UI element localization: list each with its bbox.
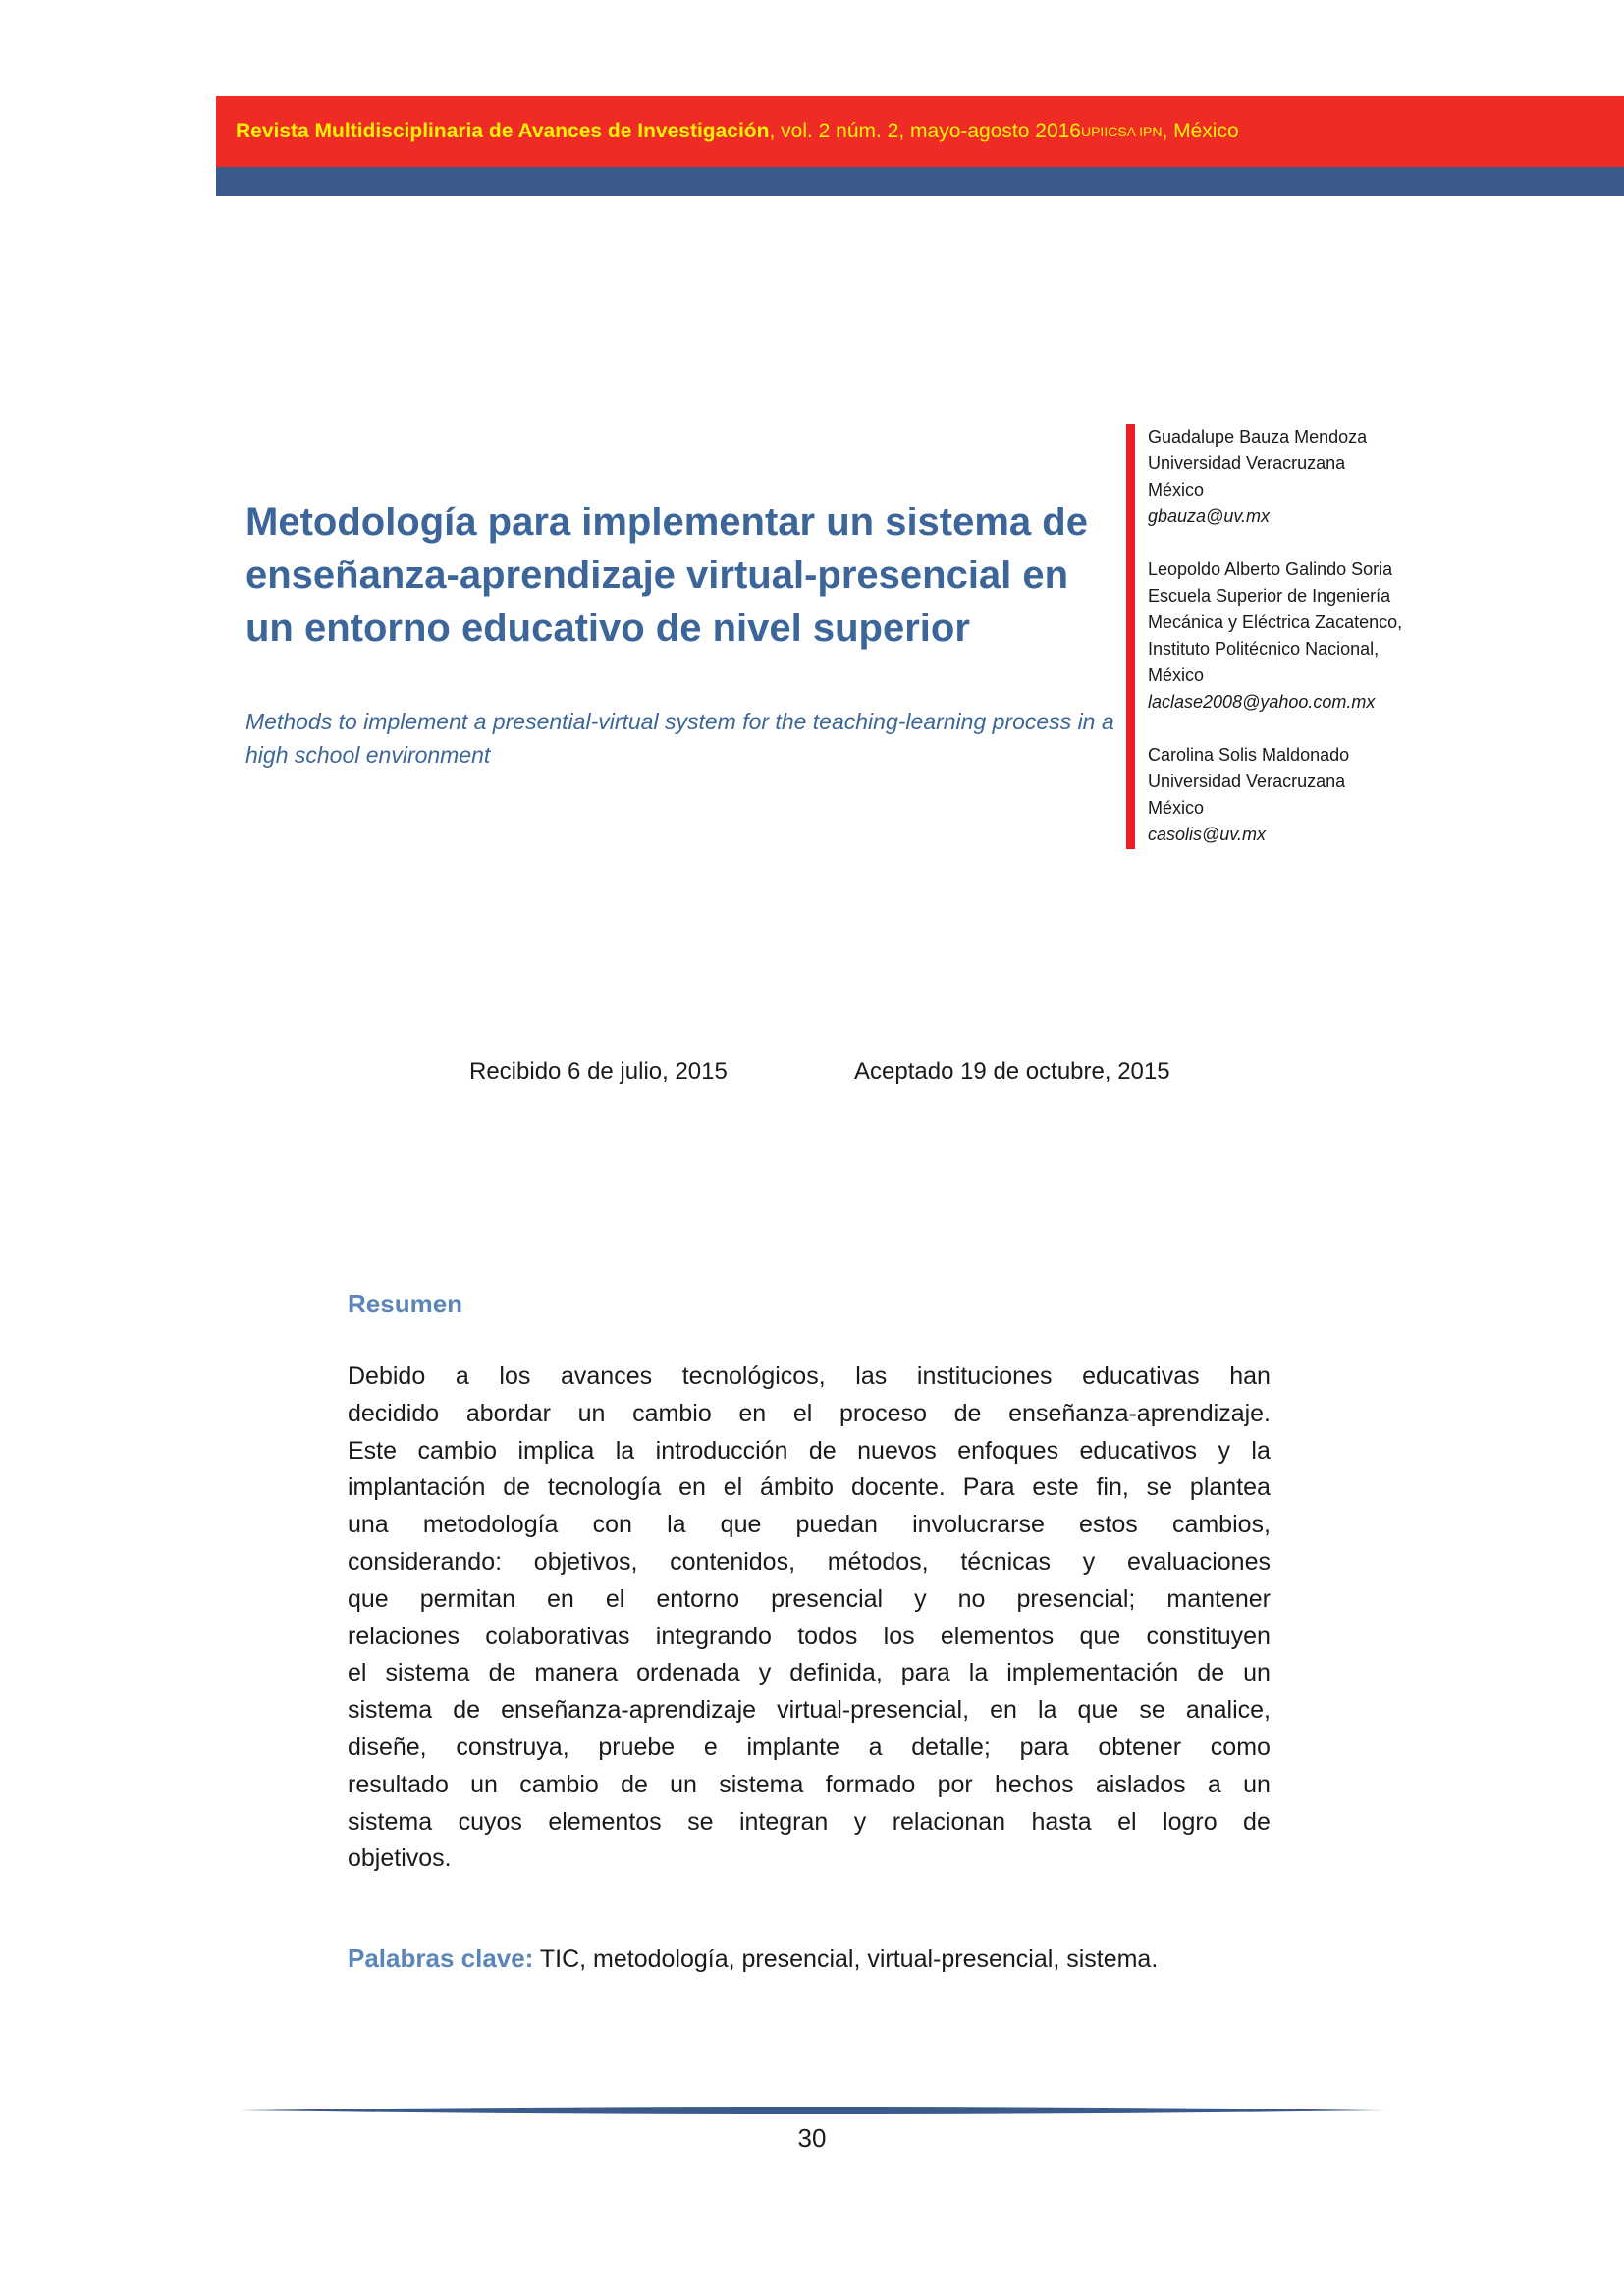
- abstract-line: considerando: objetivos, contenidos, métodos, técnicas y evaluaciones: [348, 1547, 1271, 1575]
- author-affiliation: Instituto Politécnico Nacional,: [1148, 639, 1380, 659]
- author-affiliation: Mecánica y Eléctrica Zacatenco,: [1148, 613, 1403, 632]
- title-line: enseñanza-aprendizaje virtual-presencial en: [245, 554, 1069, 597]
- author-email: gbauza@uv.mx: [1148, 507, 1270, 526]
- author-block: [1148, 742, 1619, 848]
- abstract-line: una metodología con la que puedan involucrarse estos cambios,: [348, 1511, 1271, 1539]
- keywords-label: Palabras clave:: [348, 1944, 534, 1973]
- page-number: 30: [797, 2123, 827, 2153]
- journal-country: , México: [1162, 120, 1239, 142]
- keywords: [348, 1944, 1158, 1974]
- author-affiliation: Universidad Veracruzana: [1148, 454, 1346, 473]
- author-list: [1148, 424, 1619, 875]
- abstract-heading: Resumen: [348, 1289, 463, 1318]
- keywords-text: TIC, metodología, presencial, virtual-presencial, sistema.: [533, 1946, 1159, 1973]
- footer-rule: [238, 2106, 1384, 2115]
- journal-header-bar: [216, 96, 1624, 167]
- author-country: México: [1148, 666, 1205, 685]
- english-title: [245, 705, 1114, 772]
- abstract-line: el sistema de manera ordenada y definida, para la implementación de un: [348, 1659, 1271, 1687]
- abstract-line: Este cambio implica la introducción de nuevos enfoques educativos y la: [348, 1436, 1271, 1465]
- journal-issue: , vol. 2 núm. 2, mayo-agosto 2016: [769, 120, 1081, 142]
- abstract-line: Debido a los avances tecnológicos, las instituciones educativas han: [348, 1362, 1271, 1390]
- author-affiliation: Escuela Superior de Ingeniería: [1148, 586, 1391, 606]
- author-name: Carolina Solis Maldonado: [1148, 745, 1350, 765]
- author-country: México: [1148, 798, 1205, 818]
- authors-accent-bar: [1126, 424, 1135, 849]
- abstract-line: implantación de tecnología en el ámbito docente. Para este fin, se plantea: [348, 1473, 1271, 1502]
- abstract-line: objetivos.: [348, 1844, 452, 1873]
- author-country: México: [1148, 480, 1205, 500]
- abstract-line: sistema de enseñanza-aprendizaje virtual-presencial, en la que se analice,: [348, 1696, 1271, 1725]
- author-name: Leopoldo Alberto Galindo Soria: [1148, 560, 1393, 579]
- journal-institution: UPIICSA IPN: [1080, 124, 1163, 139]
- abstract-body: [348, 1359, 1271, 1878]
- abstract-line: sistema cuyos elementos se integran y relacionan hasta el logro de: [348, 1807, 1271, 1836]
- received-date: Recibido 6 de julio, 2015: [469, 1058, 728, 1085]
- abstract-line: decidido abordar un cambio en el proceso de enseñanza-aprendizaje.: [348, 1399, 1271, 1427]
- author-block: [1148, 424, 1619, 530]
- journal-name: Revista Multidisciplinaria de Avances de Investigación: [236, 120, 770, 142]
- author-email: casolis@uv.mx: [1148, 825, 1266, 844]
- abstract-line: relaciones colaborativas integrando todos los elementos que constituyen: [348, 1622, 1271, 1650]
- author-block: [1148, 557, 1619, 716]
- english-title-line: high school environment: [245, 742, 491, 768]
- article-title: [245, 496, 1110, 655]
- accepted-date: Aceptado 19 de octubre, 2015: [854, 1058, 1170, 1085]
- abstract-line: resultado un cambio de un sistema formado por hechos aislados a un: [348, 1770, 1271, 1798]
- header-blue-band: [216, 167, 1624, 196]
- abstract-line: que permitan en el entorno presencial y no presencial; mantener: [348, 1584, 1271, 1613]
- author-name: Guadalupe Bauza Mendoza: [1148, 427, 1368, 447]
- english-title-line: Methods to implement a presential-virtual system for the teaching-learning process in a: [245, 709, 1114, 734]
- abstract-line: diseñe, construya, pruebe e implante a detalle; para obtener como: [348, 1733, 1271, 1761]
- author-email: laclase2008@yahoo.com.mx: [1148, 692, 1376, 712]
- author-affiliation: Universidad Veracruzana: [1148, 772, 1346, 791]
- title-line: Metodología para implementar un sistema de: [245, 501, 1088, 544]
- title-line: un entorno educativo de nivel superior: [245, 607, 970, 650]
